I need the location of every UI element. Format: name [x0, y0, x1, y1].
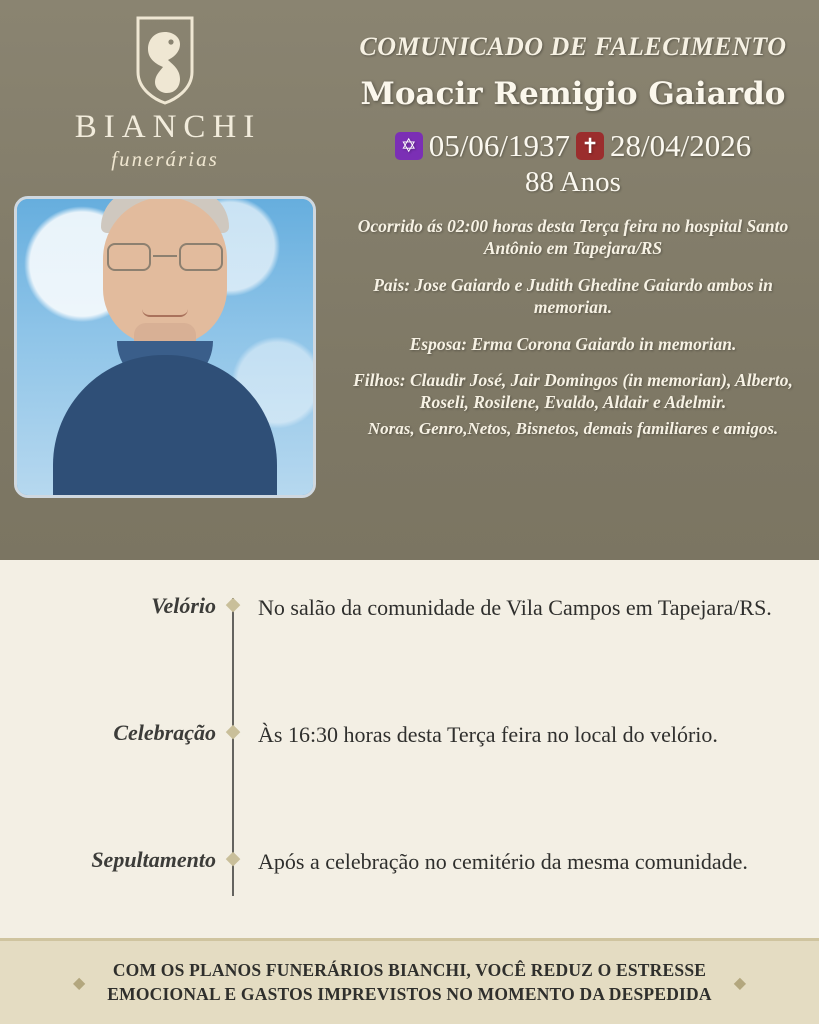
cross-icon: ✝: [576, 132, 604, 160]
schedule-label: Celebração: [113, 720, 216, 745]
announcement-headline: COMUNICADO DE FALECIMENTO: [359, 32, 787, 61]
schedule-value: No salão da comunidade de Vila Campos em Tapejara/RS.: [258, 595, 772, 620]
brand-and-photo-column: [0, 0, 330, 560]
glasses-icon: [107, 243, 223, 273]
children-text: Filhos: Claudir José, Jair Domingos (in memorian), Alberto, Roseli, Rosilene, Evaldo, Aldair e Adelmir.: [353, 369, 793, 413]
star-of-david-icon: ✡: [395, 132, 423, 160]
diamond-icon-left: ◆: [72, 974, 86, 992]
portrait-body: [53, 355, 277, 495]
schedule-label: Velório: [151, 593, 216, 618]
brand-subtitle: funerárias: [111, 146, 219, 171]
diamond-icon: ◆: [225, 721, 241, 742]
footer-line-1: COM OS PLANOS FUNERÁRIOS BIANCHI, VOCÊ REDUZ O ESTRESSE: [112, 959, 707, 980]
schedule-row-sepultamento: [0, 848, 819, 876]
brand-name: BIANCHI: [74, 109, 262, 145]
portrait-frame: [14, 196, 316, 498]
schedule-value: Após a celebração no cemitério da mesma comunidade.: [258, 849, 748, 874]
footer-banner: [0, 938, 819, 1024]
footer-text: [107, 959, 711, 1006]
schedule-section: [0, 560, 819, 938]
other-relatives-text: Noras, Genro,Netos, Bisnetos, demais familiares e amigos.: [367, 418, 779, 438]
portrait-mouth: [142, 309, 188, 317]
life-dates: [334, 128, 812, 164]
parents-text: Pais: Jose Gaiardo e Judith Ghedine Gaiardo ambos in memorian.: [373, 274, 773, 318]
occurrence-text: Ocorrido ás 02:00 horas desta Terça feira no hospital Santo Antônio em Tapejara/RS: [357, 216, 789, 259]
brand-logo-block: [0, 14, 330, 172]
diamond-icon: ◆: [225, 848, 241, 869]
schedule-label: Sepultamento: [91, 847, 216, 872]
birth-date: 05/06/1937: [428, 128, 570, 163]
age-text: 88 Anos: [525, 166, 621, 198]
spouse-text: Esposa: Erma Corona Gaiardo in memorian.: [409, 333, 737, 354]
portrait-photo: [17, 199, 313, 495]
schedule-value: Às 16:30 horas desta Terça feira no local do velório.: [258, 722, 718, 747]
deceased-name: Moacir Remigio Gaiardo: [360, 76, 786, 112]
schedule-row-velorio: [0, 594, 819, 622]
announcement-column: [334, 32, 812, 439]
schedule-row-celebracao: [0, 721, 819, 749]
dove-in-shield-icon: [118, 14, 212, 106]
diamond-icon: ◆: [225, 594, 241, 615]
footer-line-2: EMOCIONAL E GASTOS IMPREVISTOS NO MOMENTO DA DESPEDIDA: [107, 983, 712, 1004]
diamond-icon-right: ◆: [733, 974, 747, 992]
death-date: 28/04/2026: [610, 128, 752, 163]
